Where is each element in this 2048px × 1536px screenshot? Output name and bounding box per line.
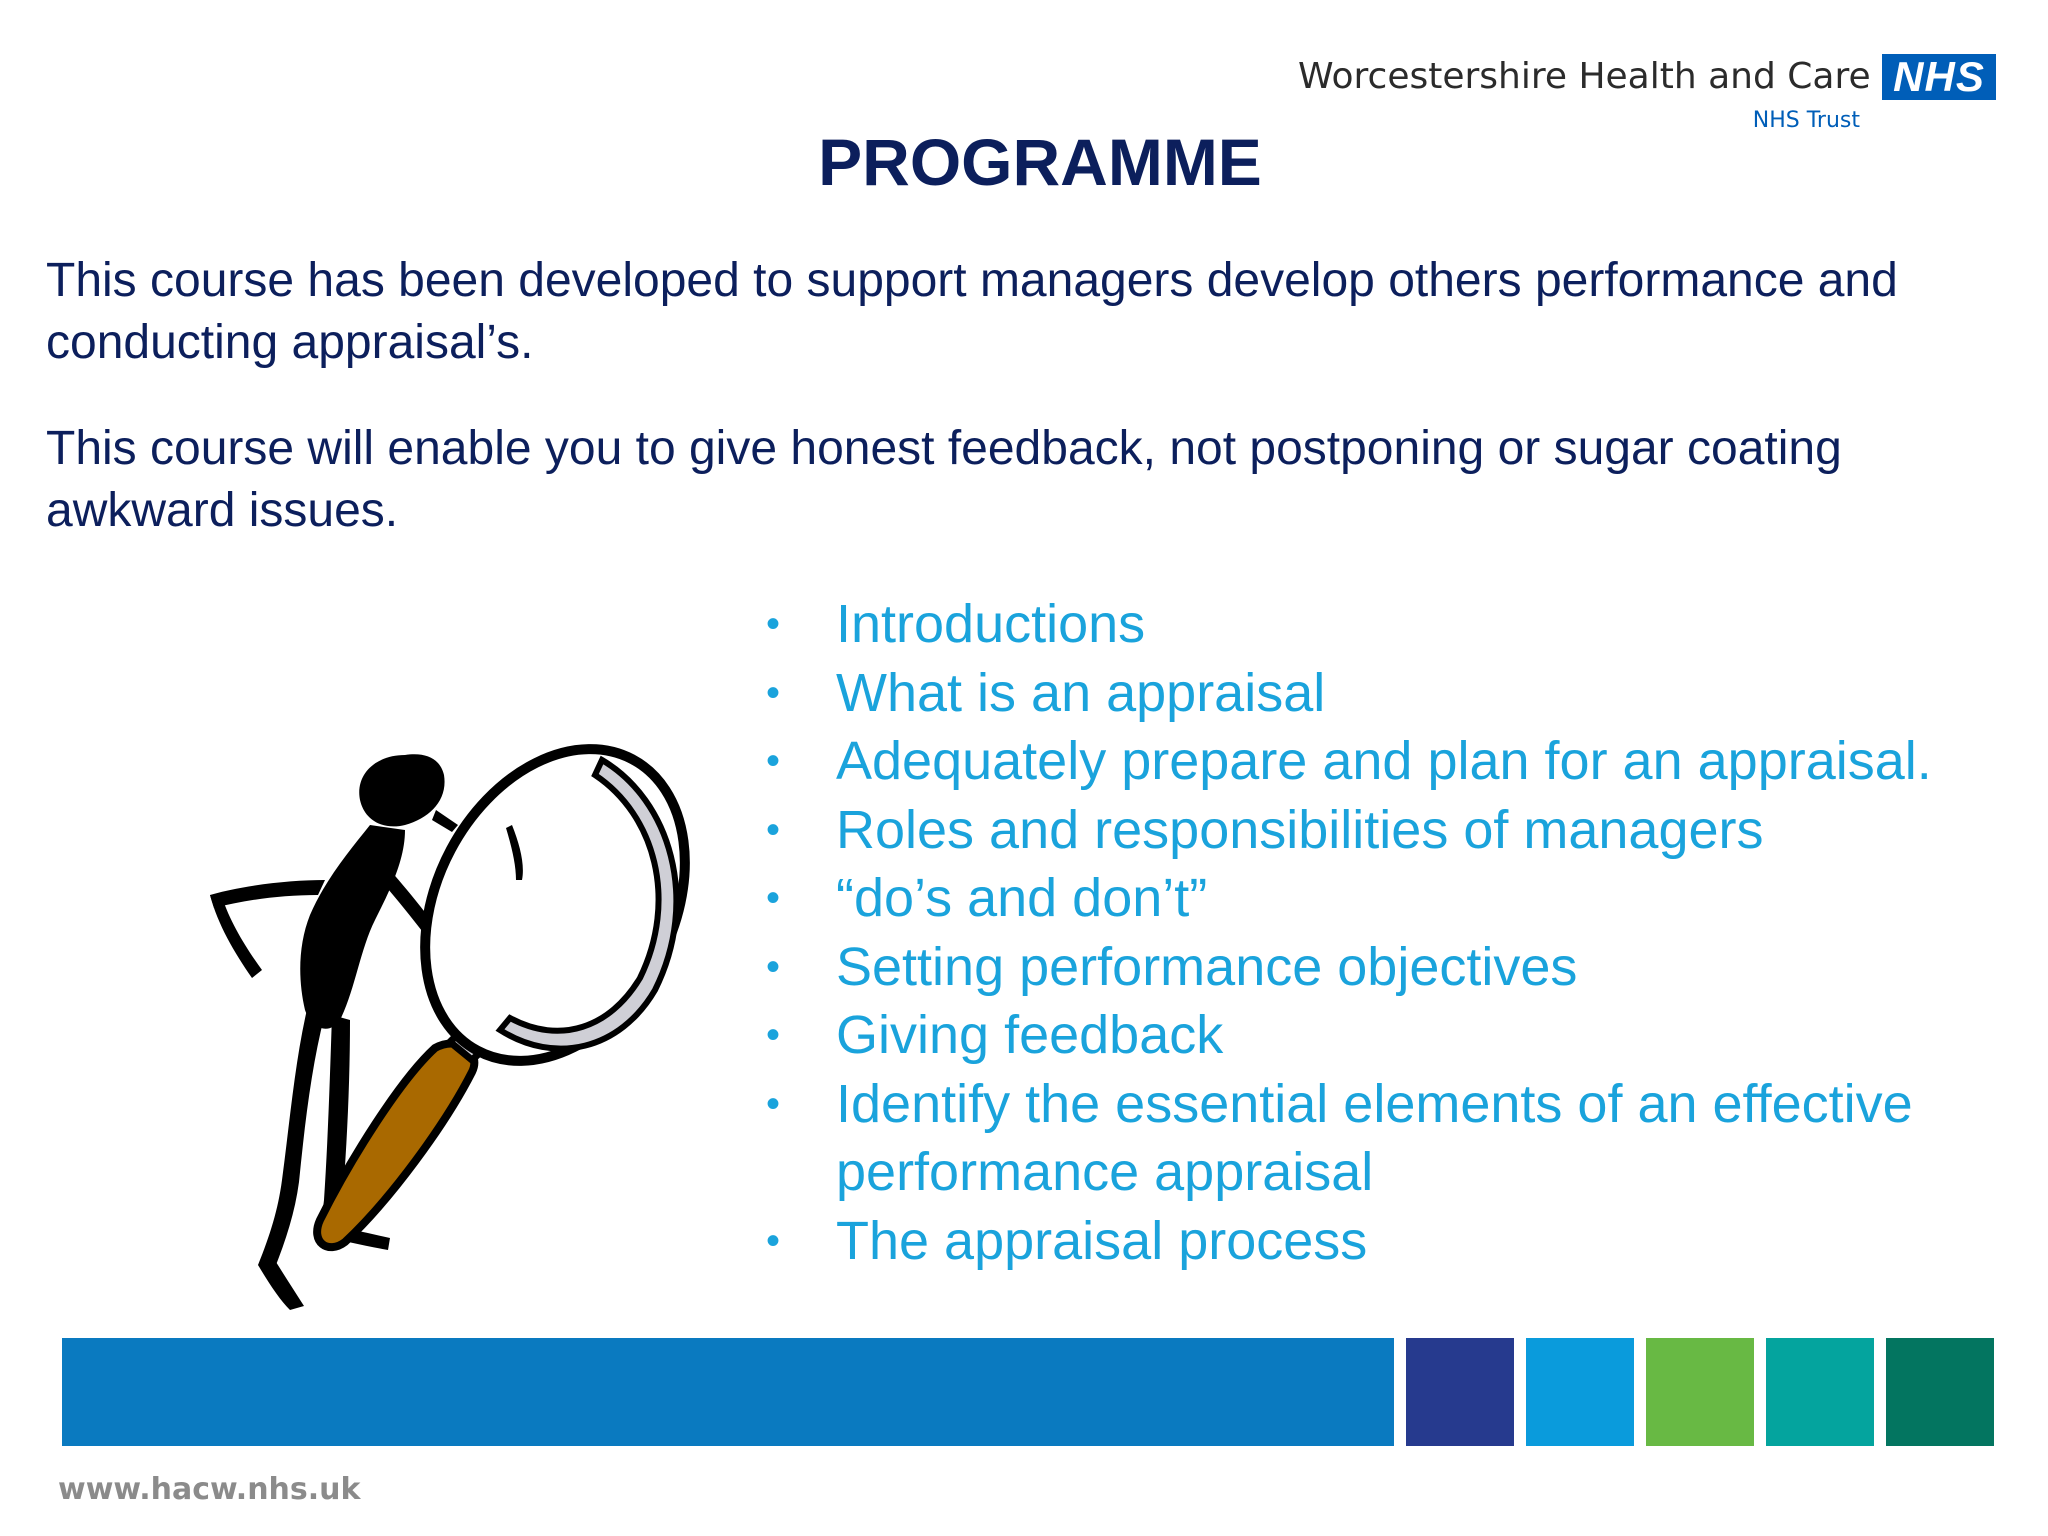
org-name: Worcestershire Health and Care xyxy=(1298,56,1871,97)
list-item-text: The appraisal process xyxy=(836,1210,1368,1271)
bullet-icon: • xyxy=(766,807,781,852)
list-item-text: Setting performance objectives xyxy=(836,936,1578,997)
bullet-icon: • xyxy=(766,944,781,989)
footer-url: www.hacw.nhs.uk xyxy=(58,1472,361,1507)
footer-square-green xyxy=(1646,1338,1754,1446)
footer-square-teal xyxy=(1766,1338,1874,1446)
list-item xyxy=(766,1001,2026,1070)
nhs-logo: NHS xyxy=(1882,54,1996,100)
bullet-icon: • xyxy=(766,876,781,920)
list-item-text: What is an appraisal xyxy=(836,662,1326,723)
magnifying-glass-figure-icon xyxy=(200,730,760,1320)
footer-square-dark-green xyxy=(1886,1338,1994,1446)
list-item xyxy=(766,590,2026,659)
intro-paragraph-1: This course has been developed to support managers develop others performance and conducting appraisal’s. xyxy=(46,254,1898,369)
programme-list xyxy=(766,590,2026,1275)
bullet-icon: • xyxy=(766,1081,781,1126)
list-item xyxy=(766,864,2026,933)
list-item-text: Roles and responsibilities of managers xyxy=(836,799,1764,860)
bullet-icon: • xyxy=(766,602,781,646)
bullet-icon: • xyxy=(766,1013,781,1057)
list-item xyxy=(766,1207,2026,1276)
bullet-icon: • xyxy=(766,670,781,715)
list-item-text: “do’s and don’t” xyxy=(836,868,1208,928)
page-title: PROGRAMME xyxy=(818,125,1262,199)
footer-square-navy xyxy=(1406,1338,1514,1446)
org-subtitle: NHS Trust xyxy=(1752,108,1860,133)
bullet-icon: • xyxy=(766,1218,781,1263)
list-item-text: Giving feedback xyxy=(836,1005,1224,1065)
list-item xyxy=(766,933,2026,1002)
list-item-text: Adequately prepare and plan for an appraisal. xyxy=(836,731,1932,791)
list-item-text: Introductions xyxy=(836,594,1146,654)
list-item-text: Identify the essential elements of an effective performance appraisal xyxy=(836,1073,1913,1202)
footer-square-blue xyxy=(1526,1338,1634,1446)
list-item xyxy=(766,796,2026,865)
list-item xyxy=(766,727,2026,796)
intro-paragraph-2: This course will enable you to give honest feedback, not postponing or sugar coating awkward issues. xyxy=(46,422,1842,537)
bullet-icon: • xyxy=(766,739,781,783)
list-item xyxy=(766,1070,2026,1207)
footer-bar xyxy=(62,1338,1394,1446)
list-item xyxy=(766,659,2026,728)
